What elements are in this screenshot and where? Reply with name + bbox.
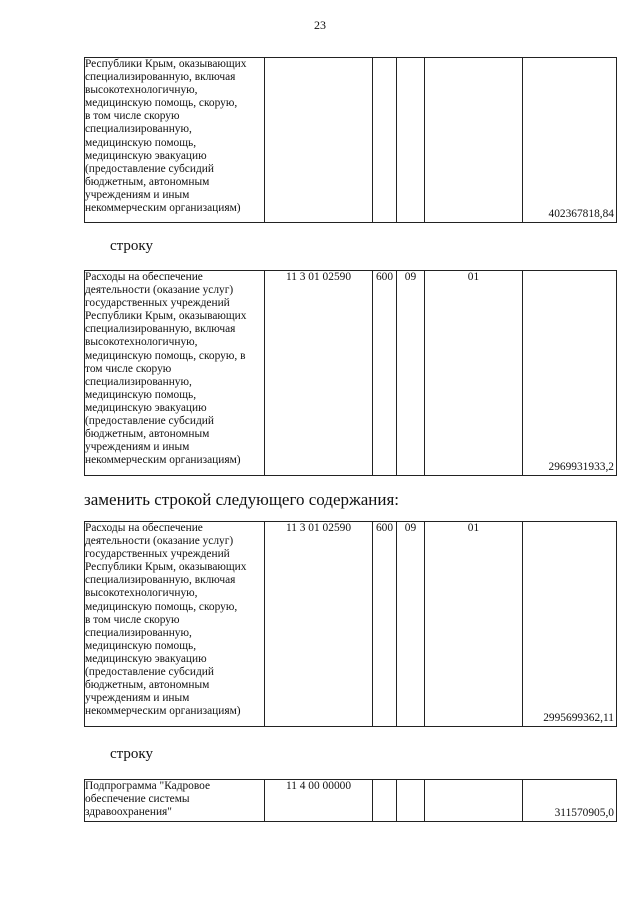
row-description: Подпрограмма "Кадровое обеспечение системы здравоохранения" <box>85 780 265 822</box>
row-code <box>265 58 373 223</box>
budget-table-4 <box>84 779 617 822</box>
table-row <box>85 780 617 822</box>
row-type-code: 600 <box>373 522 397 727</box>
budget-table-3 <box>84 521 617 727</box>
row-amount: 402367818,84 <box>523 58 617 223</box>
row-description: Расходы на обеспечение деятельности (оказание услуг) государственных учреждений Республики Крым, оказывающих специализированную, включая высокотехнологичную, медицинскую помощь, скорую, в том числе скорую специализированную, медицинскую помощь, медицинскую эвакуацию (предоставление субсидий бюджетным, автономным учреждениям и иным некоммерческим организациям) <box>85 522 265 727</box>
row-subsection-code: 01 <box>425 522 523 727</box>
row-section-code: 09 <box>397 271 425 476</box>
row-amount: 2969931933,2 <box>523 271 617 476</box>
row-section-code <box>397 780 425 822</box>
table-row <box>85 58 617 223</box>
row-section-code: 09 <box>397 522 425 727</box>
row-code: 11 3 01 02590 <box>265 271 373 476</box>
table-row <box>85 271 617 476</box>
row-subsection-code: 01 <box>425 271 523 476</box>
row-code: 11 4 00 00000 <box>265 780 373 822</box>
label-stroku: строку <box>110 746 153 762</box>
label-replace-with: заменить строкой следующего содержания: <box>84 490 400 509</box>
label-stroku: строку <box>110 238 153 254</box>
row-description: Республики Крым, оказывающих специализированную, включая высокотехнологичную, медицинскую помощь, скорую, в том числе скорую специализированную, медицинскую помощь, медицинскую эвакуацию (предоставление субсидий бюджетным, автономным учреждениям и иным некоммерческим организациям) <box>85 58 265 223</box>
row-amount: 311570905,0 <box>523 780 617 822</box>
row-section-code <box>397 58 425 223</box>
budget-table-1 <box>84 57 617 223</box>
row-amount: 2995699362,11 <box>523 522 617 727</box>
row-description: Расходы на обеспечение деятельности (оказание услуг) государственных учреждений Республики Крым, оказывающих специализированную, включая высокотехнологичную, медицинскую помощь, скорую, в том числе скорую специализированную, медицинскую помощь, медицинскую эвакуацию (предоставление субсидий бюджетным, автономным учреждениям и иным некоммерческим организациям) <box>85 271 265 476</box>
table-row <box>85 522 617 727</box>
row-code: 11 3 01 02590 <box>265 522 373 727</box>
row-type-code: 600 <box>373 271 397 476</box>
page-number: 23 <box>314 18 326 32</box>
row-subsection-code <box>425 780 523 822</box>
row-type-code <box>373 780 397 822</box>
row-type-code <box>373 58 397 223</box>
budget-table-2 <box>84 270 617 476</box>
row-subsection-code <box>425 58 523 223</box>
